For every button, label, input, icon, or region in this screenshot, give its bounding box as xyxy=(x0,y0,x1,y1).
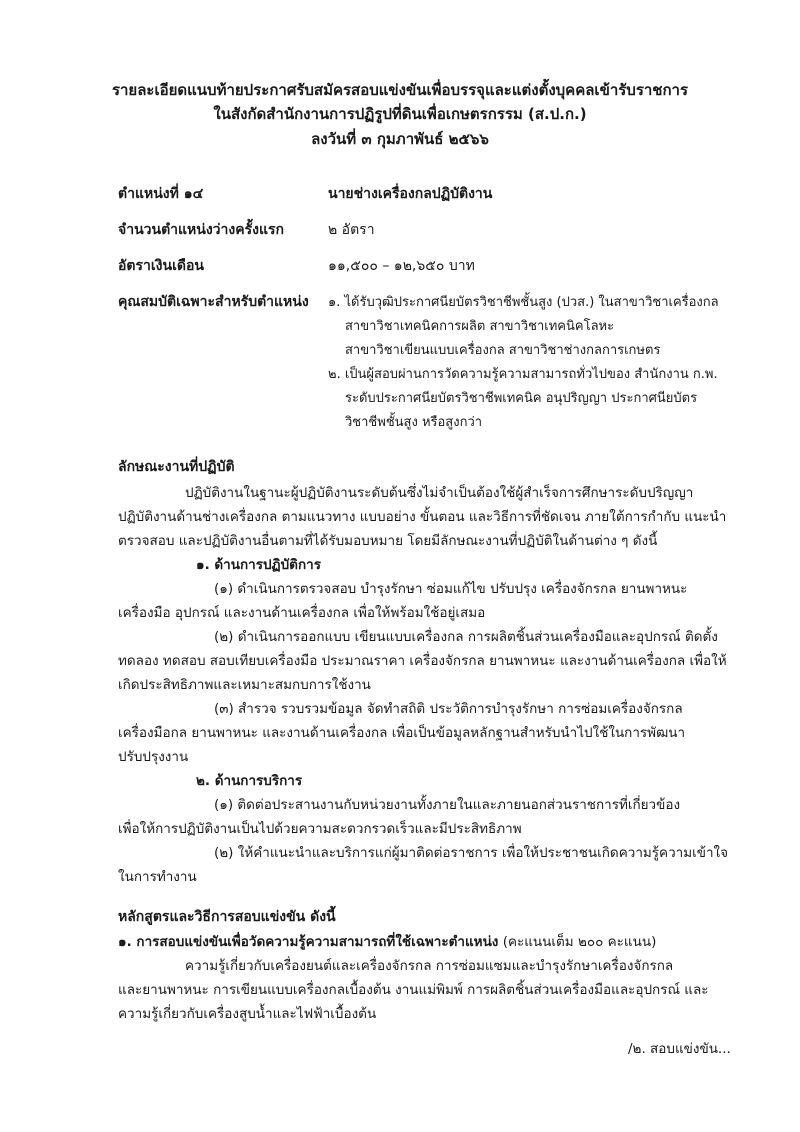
vacancies-label: จำนวนตำแหน่งว่างครั้งแรก xyxy=(118,222,284,238)
qualification-line: ระดับประกาศนียบัตรวิชาชีพเทคนิค อนุปริญญา ประกาศนียบัตร xyxy=(345,391,698,406)
exam-part-1-heading xyxy=(118,930,656,952)
duties-intro-line: ปฏิบัติงานในฐานะผู้ปฏิบัติงานระดับต้นซึ่งไม่จำเป็นต้องใช้ผู้สำเร็จการศึกษาระดับปริญญา xyxy=(185,485,694,501)
salary-label: อัตราเงินเดือน xyxy=(118,258,204,274)
header-line-2: ในสังกัดสำนักงานการปฏิรูปที่ดินเพื่อเกษตรกรรม (ส.ป.ก.) xyxy=(213,105,587,123)
qualification-line: ๑. ได้รับวุฒิประกาศนียบัตรวิชาชีพชั้นสูง (ปวส.) ในสาขาวิชาเครื่องกล xyxy=(328,295,719,310)
qualifications-label: คุณสมบัติเฉพาะสำหรับตำแหน่ง xyxy=(118,294,309,310)
qualification-line: สาขาวิชาเขียนแบบเครื่องกล สาขาวิชาช่างกลการเกษตร xyxy=(345,343,661,358)
duty-item-line: ในการทำงาน xyxy=(118,869,197,885)
exam-part-1-title: ๑. การสอบแข่งขันเพื่อวัดความรู้ความสามารถที่ใช้เฉพาะตำแหน่ง xyxy=(118,934,499,950)
duties-intro-line: ตรวจสอบ และปฏิบัติงานอื่นตามที่ได้รับมอบหมาย โดยมีลักษณะงานที่ปฏิบัติในด้านต่าง ๆ ดังนี้ xyxy=(118,533,658,549)
continuation-note: /๒. สอบแข่งขัน... xyxy=(628,1041,731,1057)
duty-item-line: เพื่อให้การปฏิบัติงานเป็นไปด้วยความสะดวกรวดเร็วและมีประสิทธิภาพ xyxy=(118,821,522,837)
exam-body-line: ความรู้เกี่ยวกับเครื่องสูบน้ำและไฟฟ้าเบื้องต้น xyxy=(118,1006,377,1022)
exam-body-line: และยานพาหนะ การเขียนแบบเครื่องกลเบื้องต้น งานแม่พิมพ์ การผลิตชิ้นส่วนเครื่องมือและอุปกรณ์ และ xyxy=(118,982,709,998)
header-line-1: รายละเอียดแนบท้ายประกาศรับสมัครสอบแข่งขันเพื่อบรรจุและแต่งตั้งบุคคลเข้ารับราชการ xyxy=(111,81,689,99)
vacancies-value: ๒ อัตรา xyxy=(328,222,375,238)
section-2-title: ๒. ด้านการบริการ xyxy=(196,773,303,789)
qualification-line: ๒. เป็นผู้สอบผ่านการวัดความรู้ความสามารถทั่วไปของ สำนักงาน ก.พ. xyxy=(328,367,718,382)
exam-title: หลักสูตรและวิธีการสอบแข่งขัน ดังนี้ xyxy=(118,909,336,925)
position-title: นายช่างเครื่องกลปฏิบัติงาน xyxy=(328,186,493,202)
header-line-3: ลงวันที่ ๓ กุมภาพันธ์ ๒๕๖๖ xyxy=(311,130,489,148)
duty-item-line: ทดลอง ทดสอบ สอบเทียบเครื่องมือ ประมาณราคา เครื่องจักรกล ยานพาหนะ และงานด้านเครื่องกล เพื่อให้ xyxy=(118,653,727,669)
duty-item-line: เครื่องมือ อุปกรณ์ และงานด้านเครื่องกล เพื่อให้พร้อมใช้อยู่เสมอ xyxy=(118,605,486,621)
section-1-title: ๑. ด้านการปฏิบัติการ xyxy=(196,557,321,573)
duty-item-line: (๒) ดำเนินการออกแบบ เขียนแบบเครื่องกล การผลิตชิ้นส่วนเครื่องมือและอุปกรณ์ ติดตั้ง xyxy=(214,629,718,645)
position-number-label: ตำแหน่งที่ ๑๔ xyxy=(118,186,204,202)
qualification-line: วิชาชีพชั้นสูง หรือสูงกว่า xyxy=(345,415,483,430)
duties-title: ลักษณะงานที่ปฏิบัติ xyxy=(118,459,235,475)
duties-intro-line: ปฏิบัติงานด้านช่างเครื่องกล ตามแนวทาง แบบอย่าง ขั้นตอน และวิธีการที่ชัดเจน ภายใต้การกำกับ แนะนำ xyxy=(118,509,727,525)
duty-item-line: เครื่องมือกล ยานพาหนะ และงานด้านเครื่องกล เพื่อเป็นข้อมูลหลักฐานสำหรับนำไปใช้ในการพัฒนา xyxy=(118,725,686,741)
exam-part-1-score: (คะแนนเต็ม ๒๐๐ คะแนน) xyxy=(502,934,657,950)
salary-value: ๑๑,๕๐๐ – ๑๒,๖๕๐ บาท xyxy=(328,258,475,274)
duty-item-line: (๑) ติดต่อประสานงานกับหน่วยงานทั้งภายในและภายนอกส่วนราชการที่เกี่ยวข้อง xyxy=(214,797,681,813)
duty-item-line: (๓) สำรวจ รวบรวมข้อมูล จัดทำสถิติ ประวัติการบำรุงรักษา การซ่อมเครื่องจักรกล xyxy=(214,701,683,717)
duty-item-line: เกิดประสิทธิภาพและเหมาะสมกบการใช้งาน xyxy=(118,677,371,693)
qualification-line: สาขาวิชาเทคนิคการผลิต สาขาวิชาเทคนิคโลหะ xyxy=(345,319,615,334)
exam-body-line: ความรู้เกี่ยวกับเครื่องยนต์และเครื่องจักรกล การซ่อมแซมและบำรุงรักษาเครื่องจักรกล xyxy=(185,958,674,974)
duty-item-line: ปรับปรุงงาน xyxy=(118,749,189,765)
duty-item-line: (๒) ให้คำแนะนำและบริการแก่ผู้มาติดต่อราชการ เพื่อให้ประชาชนเกิดความรู้ความเข้าใจ xyxy=(214,845,729,861)
duty-item-line: (๑) ดำเนินการตรวจสอบ บำรุงรักษา ซ่อมแก้ไข ปรับปรุง เครื่องจักรกล ยานพาหนะ xyxy=(214,581,688,597)
